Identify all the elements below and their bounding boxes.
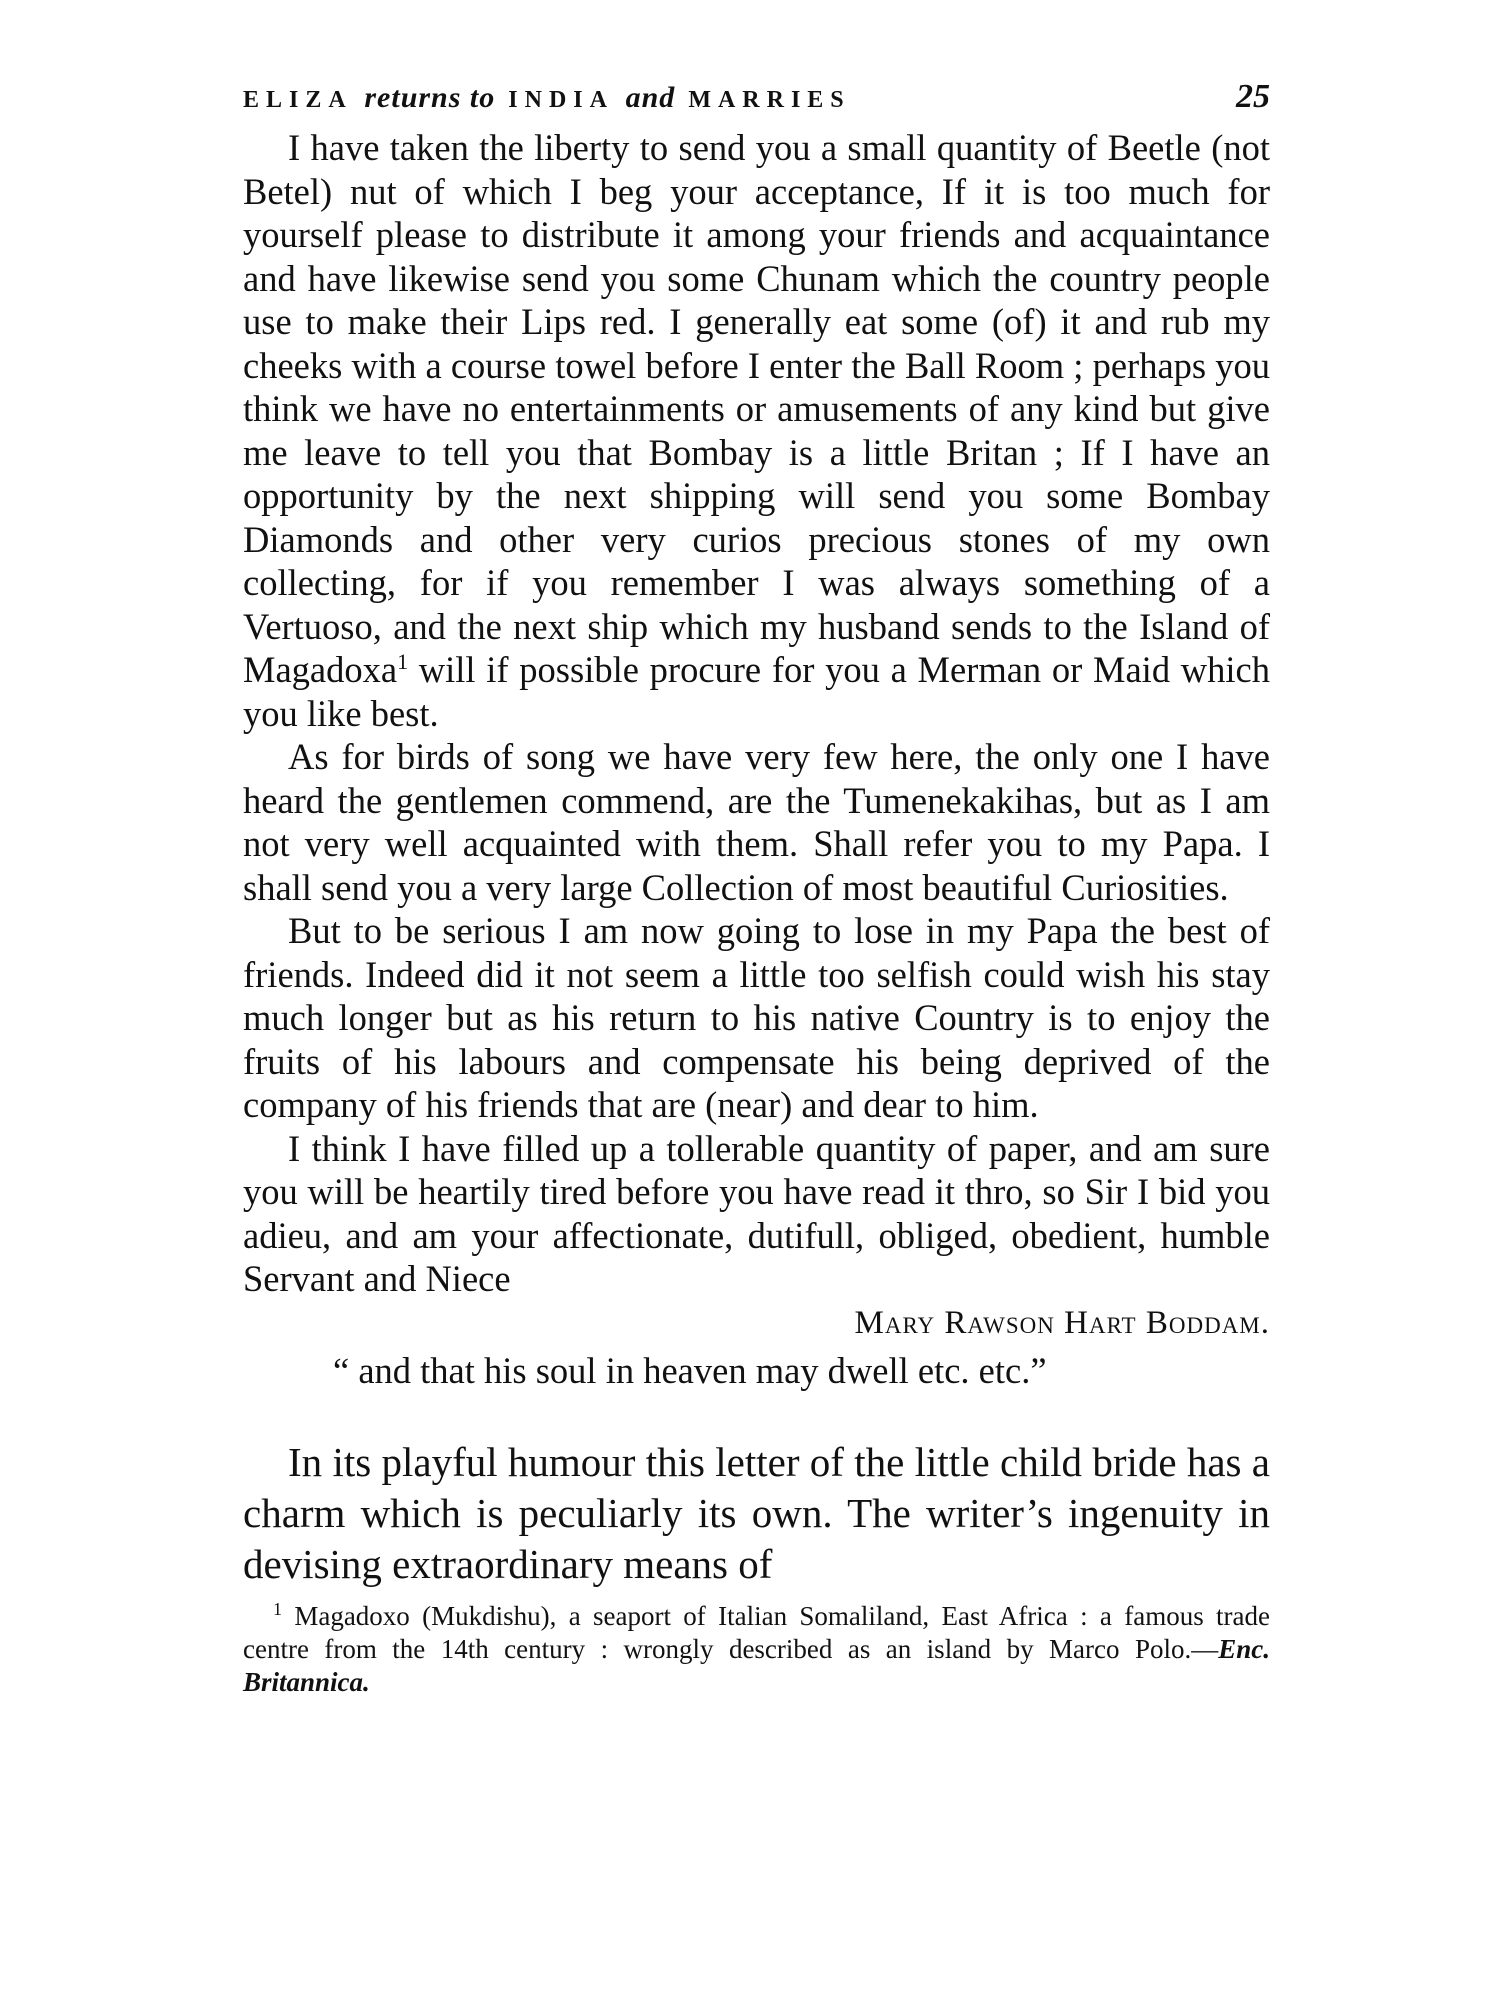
commentary-paragraph: In its playful humour this letter of the little child bride has a charm which is peculiarly its own. The writer’s ingenuity in devising extraordinary means of [243, 1438, 1270, 1587]
letter-paragraph-2: As for birds of song we have very few here, the only one I have heard the gentlemen commend, are the Tumenekakihas, but as I am not very well acquainted with them. Shall refer you to my Papa. I shall send you a very large Collection of most beautiful Curiosities. [243, 736, 1270, 908]
running-head-and: and [625, 81, 676, 114]
letter-paragraph-1-text: I have taken the liberty to send you a small quantity of Beetle (not Betel) nut of which I beg your acceptance, If it is too much for yourself please to distribute it among your friends and acquaintance and have likewise send you some Chunam which the country people use to make their Lips red. I generally eat some (of) it and rub my cheeks with a course towel before I enter the Ball Room ; perhaps you think we have no entertainments or amusements of any kind but give me leave to tell you that Bombay is a little Britan ; If I have an opportunity by the next shipping will send you some Bombay Diamonds and other very curios precious stones of my own collecting, for if you remember I was always something of a Vertuoso, and the next ship which my husband sends to the Island of Magadoxa [243, 127, 1270, 690]
letter-paragraph-3: But to be serious I am now going to lose in my Papa the best of friends. Indeed did it not seem a little too selfish could wish his stay much longer but as his return to his native Country is to enjoy the fruits of his labours and compensate his being deprived of the company of his friends that are (near) and dear to him. [243, 910, 1270, 1125]
letter-postscript-quote: “ and that his soul in heaven may dwell etc. etc.” [333, 1349, 1047, 1391]
running-head-eliza: ELIZA [243, 87, 352, 113]
commentary-text [243, 1437, 1270, 1590]
letter-body [243, 126, 1270, 1301]
page-number: 25 [1236, 78, 1270, 115]
footnote-reference: 1 [397, 648, 409, 674]
book-page [243, 78, 1270, 1699]
running-head [243, 81, 851, 115]
footnote [243, 1600, 1270, 1699]
letter-paragraph-1-end: will if possible procure for you a Merman or Maid which you like best. [243, 649, 1270, 734]
letter-paragraph-1 [243, 126, 1270, 735]
footnote-paragraph [243, 1600, 1270, 1699]
footnote-source: Enc. Britannica. [243, 1633, 1270, 1697]
letter-paragraph-4: I think I have filled up a tollerable quantity of paper, and am sure you will be heartily tired before you have read it thro, so Sir I bid you adieu, and am your affectionate, dutifull, obliged, obedient, humble Servant and Niece [243, 1127, 1270, 1299]
footnote-mark: 1 [273, 1598, 282, 1619]
footnote-text: Magadoxo (Mukdishu), a seaport of Italian Somaliland, East Africa : a famous trade centre from the 14th century : wrongly described as an island by Marco Polo.— [243, 1600, 1270, 1664]
running-head-india: INDIA [508, 87, 613, 113]
page-header [243, 78, 1270, 126]
running-head-marries: MARRIES [688, 87, 851, 113]
running-head-returns-to: returns to [364, 81, 496, 114]
letter-signature: Mary Rawson Hart Boddam. [854, 1304, 1270, 1341]
